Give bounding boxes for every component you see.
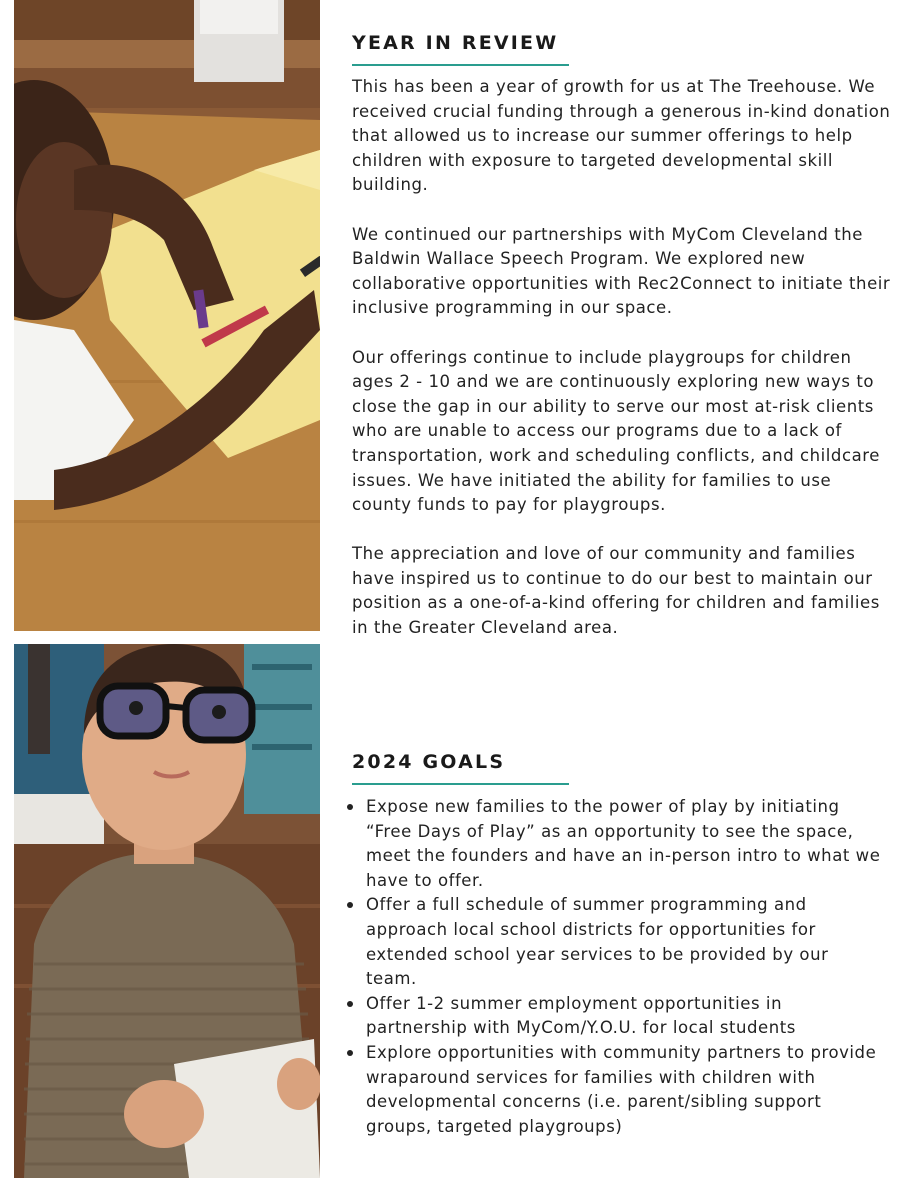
heading-underline — [352, 783, 569, 785]
year-in-review-body — [352, 75, 892, 665]
paragraph: The appreciation and love of our community and families have inspired us to continue to do our best to maintain our position as a one-of-a-kind offering for children and families in the Greater Cleveland area. — [352, 544, 880, 638]
goal-item: Explore opportunities with community partners to provide wraparound services for families with children with developmental concerns (i.e. parent/sibling support groups, targeted playgroups) — [340, 1041, 885, 1139]
goal-item: Expose new families to the power of play by initiating “Free Days of Play” as an opportunity to see the space, meet the founders and have an in-person intro to what we have to offer. — [340, 795, 885, 893]
child-with-glasses-photo — [14, 644, 320, 1178]
child-with-glasses-illustration — [14, 644, 320, 1178]
heading-underline — [352, 64, 569, 66]
paragraph: We continued our partnerships with MyCom Cleveland the Baldwin Wallace Speech Program. We explored new collaborative opportunities with Rec2Connect to initiate their inclusive programming in our space. — [352, 224, 891, 318]
child-coloring-illustration — [14, 0, 320, 631]
child-coloring-photo — [14, 0, 320, 631]
paragraph: Our offerings continue to include playgroups for children ages 2 - 10 and we are continuously exploring new ways to close the gap in our ability to serve our most at-risk clients who are unable to access our programs due to a lack of transportation, work and scheduling conflicts, and childcare issues. We have initiated the ability for families to use county funds to pay for playgroups. — [352, 347, 880, 515]
year-in-review-heading: YEAR IN REVIEW — [352, 32, 559, 54]
goals-heading: 2024 GOALS — [352, 751, 506, 773]
goal-item: Offer 1-2 summer employment opportunities in partnership with MyCom/Y.O.U. for local students — [340, 992, 885, 1041]
goal-item: Offer a full schedule of summer programming and approach local school districts for opportunities for extended school year services to be provided by our team. — [340, 893, 885, 991]
paragraph: This has been a year of growth for us at The Treehouse. We received crucial funding through a generous in-kind donation that allowed us to increase our summer offerings to help children with exposure to targeted developmental skill building. — [352, 77, 891, 195]
goals-list — [340, 795, 885, 1139]
